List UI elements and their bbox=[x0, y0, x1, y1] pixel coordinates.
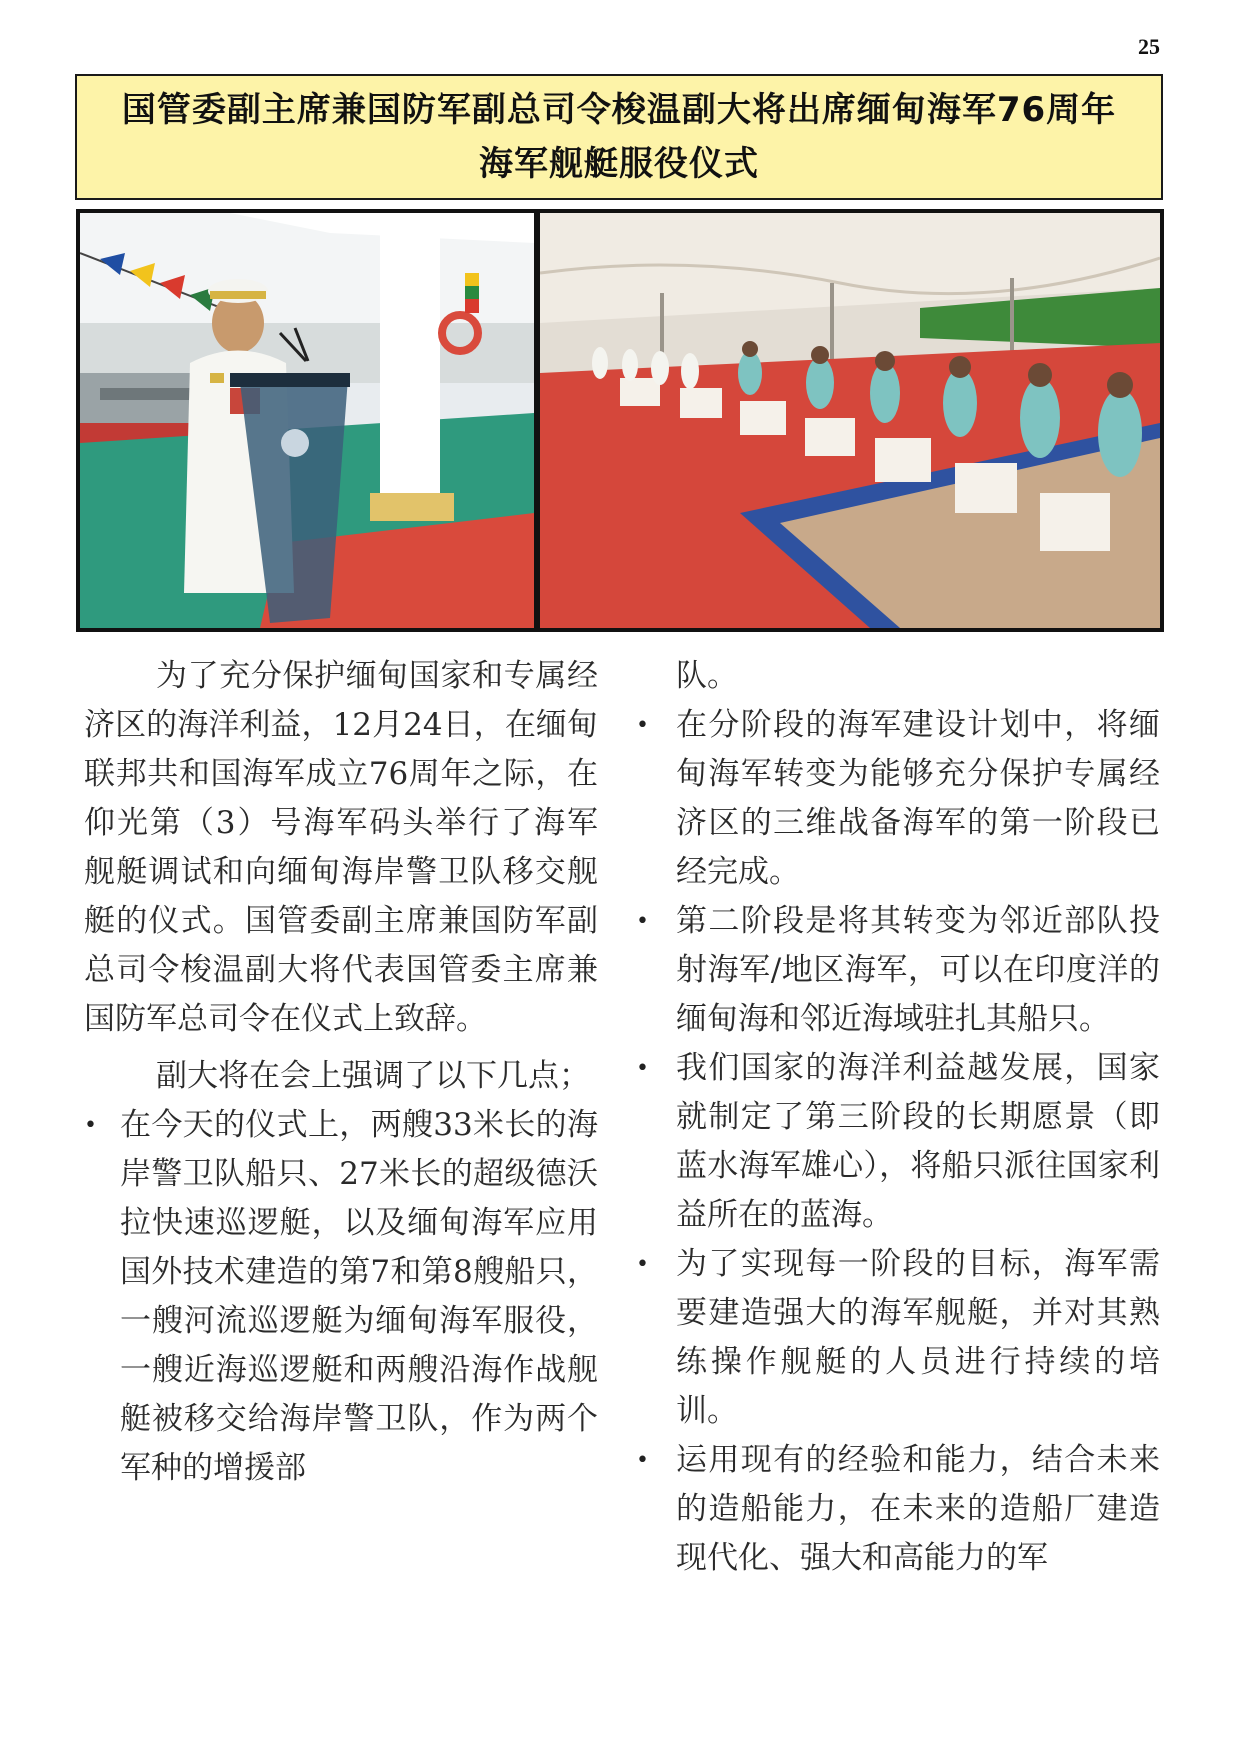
continuation-fragment: 队。 bbox=[676, 658, 738, 694]
bullet-icon: • bbox=[636, 1448, 649, 1473]
photo-frame bbox=[76, 209, 1164, 632]
left-text-column bbox=[84, 652, 598, 1493]
article-title-line-2: 海军舰艇服役仪式 bbox=[479, 144, 759, 184]
emphasis-paragraph: 副大将在会上强调了以下几点； bbox=[156, 1058, 590, 1094]
bullet-icon: • bbox=[636, 713, 649, 738]
intro-paragraph: 为了充分保护缅甸国家和专属经济区的海洋利益，12月24日，在缅甸联邦共和国海军成立76周年之际，在仰光第（3）号海军码头举行了海军舰艇调试和向缅甸海岸警卫队移交舰艇的仪式。国管委副主席兼国防军副总司令梭温副大将代表国管委主席兼国防军总司令在仪式上致辞。 bbox=[84, 658, 598, 1037]
bullet-icon: • bbox=[636, 1252, 649, 1277]
bullet-icon: • bbox=[636, 909, 649, 934]
bullet-text: 在今天的仪式上，两艘33米长的海岸警卫队船只、27米长的超级德沃拉快速巡逻艇，以及缅甸海军应用国外技术建造的第7和第8艘船只，一艘河流巡逻艇为缅甸海军服役，一艘近海巡逻艇和两艘沿海作战舰艇被移交给海岸警卫队，作为两个军种的增援部 bbox=[120, 1107, 598, 1486]
bullet-item bbox=[636, 1240, 1160, 1436]
bullet-icon: • bbox=[84, 1113, 97, 1138]
bullet-item bbox=[636, 1436, 1160, 1583]
article-title-box bbox=[75, 74, 1163, 200]
article-title-line-1: 国管委副主席兼国防军副总司令梭温副大将出席缅甸海军76周年 bbox=[121, 90, 1117, 130]
bullet-text: 在分阶段的海军建设计划中，将缅甸海军转变为能够充分保护专属经济区的三维战备海军的第一阶段已经完成。 bbox=[676, 707, 1160, 890]
bullet-item bbox=[636, 701, 1160, 897]
bullet-text: 我们国家的海洋利益越发展，国家就制定了第三阶段的长期愿景（即蓝水海军雄心），将船只派往国家利益所在的蓝海。 bbox=[676, 1050, 1160, 1233]
bullet-text: 运用现有的经验和能力，结合未来的造船能力，在未来的造船厂建造现代化、强大和高能力的军 bbox=[676, 1442, 1160, 1576]
bullet-item bbox=[636, 1044, 1160, 1240]
photo-ceremony-audience bbox=[540, 213, 1160, 628]
bullet-item bbox=[84, 1101, 598, 1493]
bullet-icon: • bbox=[636, 1056, 649, 1081]
bullet-item bbox=[636, 897, 1160, 1044]
bullet-text: 第二阶段是将其转变为邻近部队投射海军/地区海军，可以在印度洋的缅甸海和邻近海域驻扎其船只。 bbox=[676, 903, 1160, 1037]
bullet-text: 为了实现每一阶段的目标，海军需要建造强大的海军舰艇，并对其熟练操作舰艇的人员进行持续的培训。 bbox=[676, 1246, 1160, 1429]
photo-officer-speaking bbox=[80, 213, 534, 628]
page-number: 25 bbox=[1138, 34, 1160, 59]
right-text-column bbox=[636, 652, 1160, 1583]
continuation-text bbox=[640, 652, 1160, 701]
